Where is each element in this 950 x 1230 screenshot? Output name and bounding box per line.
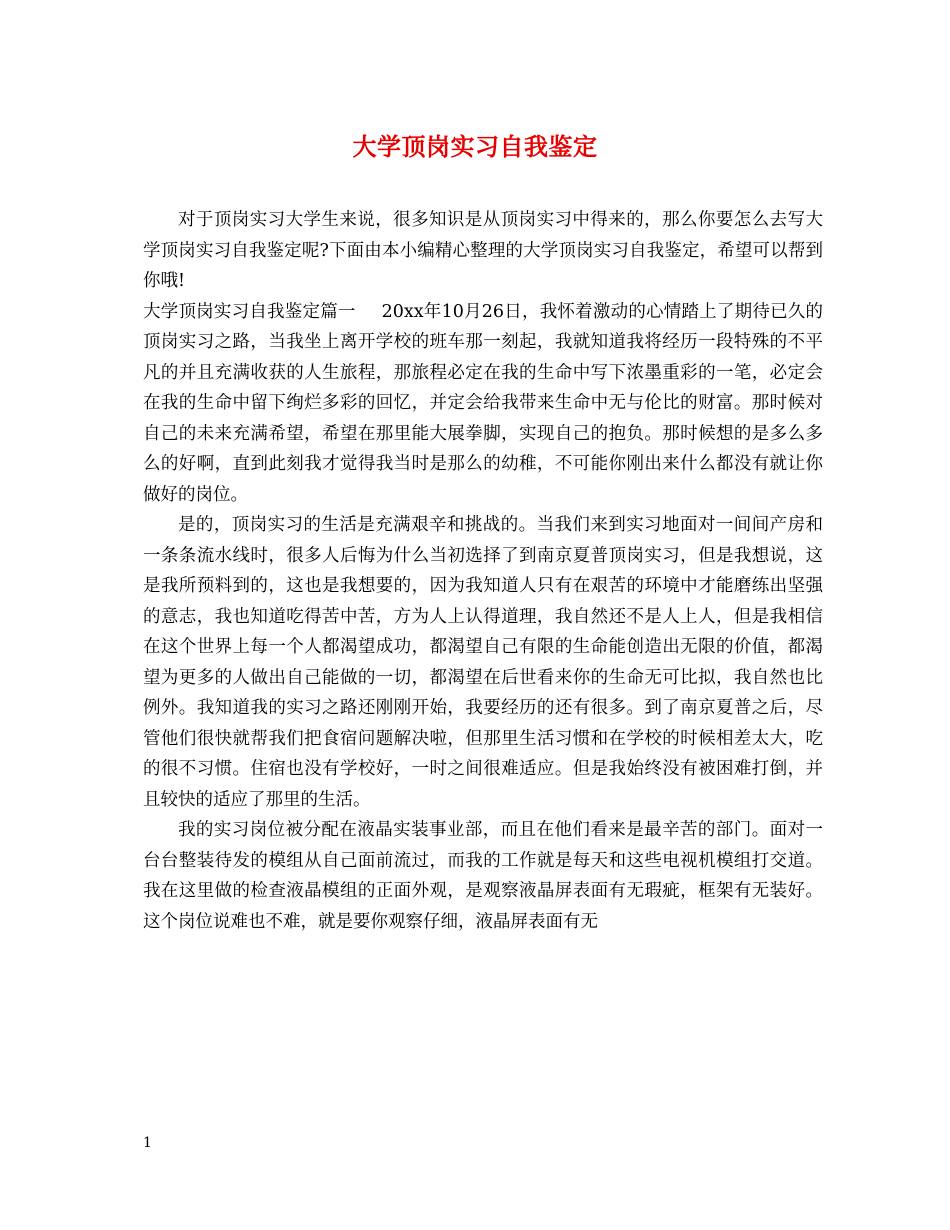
section-paragraph-2: 是的，顶岗实习的生活是充满艰辛和挑战的。当我们来到实习地面对一间间产房和一条条流水线时，很多人后悔为什么当初选择了到南京夏普顶岗实习，但是我想说，这是我所预料到的，这也是我想要的，因为我知道人只有在艰苦的环境中才能磨练出坚强的意志，我也知道吃得苦中苦，方为人上认得道理，我自然还不是人上人，但是我相信在这个世界上每一个人都渴望成功，都渴望自己有限的生命能创造出无限的价值，都渴望为更多的人做出自己能做的一切，都渴望在后世看来你的生命无可比拟，我自然也比例外。我知道我的实习之路还刚刚开始，我要经历的还有很多。到了南京夏普之后，尽管他们很快就帮我们把食宿问题解决啦，但那里生活习惯和在学校的时候相差太大，吃的很不习惯。住宿也没有学校好，一时之间很难适应。但是我始终没有被困难打倒，并且较快的适应了那里的生活。 (143, 515, 823, 810)
section-heading: 大学顶岗实习自我鉴定篇一 (143, 301, 356, 322)
intro-paragraph: 对于顶岗实习大学生来说，很多知识是从顶岗实习中得来的，那么你要怎么去写大学顶岗实习自我鉴定呢?下面由本小编精心整理的大学顶岗实习自我鉴定，希望可以帮到你哦! (143, 210, 823, 291)
paragraph-1-text: 20xx年10月26日，我怀着激动的心情踏上了期待已久的顶岗实习之路，当我坐上离开学校的班车那一刻起，我就知道我将经历一段特殊的不平凡的并且充满收获的人生旅程，那旅程必定在我的生命中写下浓墨重彩的一笔，必定会在我的生命中留下绚烂多彩的回忆，并定会给我带来生命中无与伦比的财富。那时候对自己的未来充满希望，希望在那里能大展拳脚，实现自己的抱负。那时候想的是多么多么的好啊，直到此刻我才觉得我当时是那么的幼稚，不可能你刚出来什么都没有就让你做好的岗位。 (143, 301, 824, 505)
page-number: 1 (143, 1135, 152, 1151)
section-paragraph-1 (143, 297, 823, 511)
document-title: 大学顶岗实习自我鉴定 (352, 132, 598, 161)
section-paragraph-3: 我的实习岗位被分配在液晶实装事业部，而且在他们看来是最辛苦的部门。面对一台台整装待发的模组从自己面前流过，而我的工作就是每天和这些电视机模组打交道。我在这里做的检查液晶模组的正面外观，是观察液晶屏表面有无瑕疵，框架有无装好。这个岗位说难也不难，就是要你观察仔细，液晶屏表面有无 (143, 820, 823, 932)
document-body (143, 205, 823, 937)
